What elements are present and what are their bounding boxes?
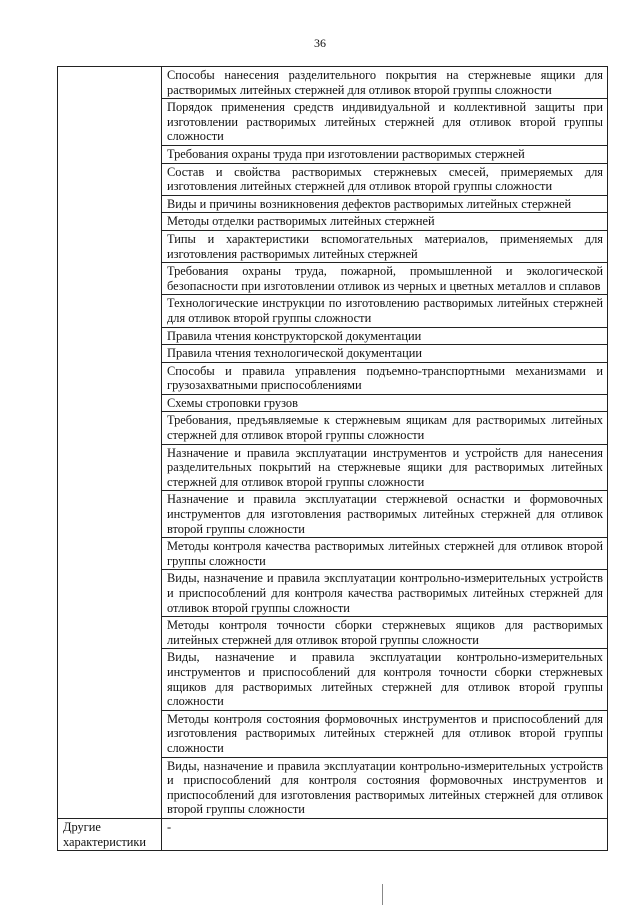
table-row [58, 67, 608, 99]
page-edge-mark [382, 884, 383, 905]
knowledge-item: Порядок применения средств индивидуальной и коллективной защиты при изготовлении растворимых литейных стержней для отливок второй группы сложности [162, 99, 608, 146]
other-characteristics-label: Другие характеристики [58, 818, 162, 850]
knowledge-item: Виды, назначение и правила эксплуатации контрольно-измерительных устройств и приспособлений для контроля состояния формовочных инструментов и приспособлений для изготовления растворимых литейных стержней для отливок второй группы сложности [162, 757, 608, 818]
table-row [58, 818, 608, 850]
knowledge-item: Требования, предъявляемые к стержневым ящикам для растворимых литейных стержней для отливок второй группы сложности [162, 412, 608, 444]
knowledge-item: Способы и правила управления подъемно-транспортными механизмами и грузозахватными приспособлениями [162, 362, 608, 394]
knowledge-item: Назначение и правила эксплуатации инструментов и устройств для нанесения разделительных покрытий на стержневые ящики для растворимых литейных стержней для отливок второй группы сложности [162, 444, 608, 491]
knowledge-item: Схемы строповки грузов [162, 394, 608, 412]
other-characteristics-value: - [162, 818, 608, 850]
knowledge-item: Методы отделки растворимых литейных стержней [162, 213, 608, 231]
knowledge-item: Правила чтения конструкторской документации [162, 327, 608, 345]
requirements-table [57, 66, 608, 851]
page-number: 36 [314, 36, 326, 50]
knowledge-item: Правила чтения технологической документации [162, 345, 608, 363]
knowledge-item: Способы нанесения разделительного покрытия на стержневые ящики для растворимых литейных стержней для отливок второй группы сложности [162, 67, 608, 99]
knowledge-item: Технологические инструкции по изготовлению растворимых литейных стержней для отливок второй группы сложности [162, 295, 608, 327]
knowledge-item: Виды, назначение и правила эксплуатации контрольно-измерительных устройств и приспособлений для контроля качества растворимых литейных стержней для отливок второй группы сложности [162, 570, 608, 617]
knowledge-item: Методы контроля качества растворимых литейных стержней для отливок второй группы сложности [162, 538, 608, 570]
knowledge-item: Требования охраны труда при изготовлении растворимых стержней [162, 145, 608, 163]
knowledge-item: Виды и причины возникновения дефектов растворимых литейных стержней [162, 195, 608, 213]
knowledge-item: Назначение и правила эксплуатации стержневой оснастки и формовочных инструментов для изготовления растворимых литейных стержней для отливок второй группы сложности [162, 491, 608, 538]
knowledge-item: Виды, назначение и правила эксплуатации контрольно-измерительных инструментов и приспособлений для контроля точности сборки стержневых ящиков для растворимых литейных стержней для отливок второй группы сложности [162, 649, 608, 710]
section-label-cell [58, 67, 162, 819]
knowledge-item: Состав и свойства растворимых стержневых смесей, примеряемых для изготовления литейных стержней для отливок второй группы сложности [162, 163, 608, 195]
requirements-table-body [58, 67, 608, 851]
knowledge-item: Типы и характеристики вспомогательных материалов, применяемых для изготовления растворимых литейных стержней [162, 230, 608, 262]
knowledge-item: Методы контроля точности сборки стержневых ящиков для растворимых литейных стержней для отливок второй группы сложности [162, 617, 608, 649]
knowledge-item: Методы контроля состояния формовочных инструментов и приспособлений для изготовления растворимых литейных стержней для отливок второй группы сложности [162, 710, 608, 757]
knowledge-item: Требования охраны труда, пожарной, промышленной и экологической безопасности при изготовлении отливок из черных и цветных металлов и сплавов [162, 263, 608, 295]
